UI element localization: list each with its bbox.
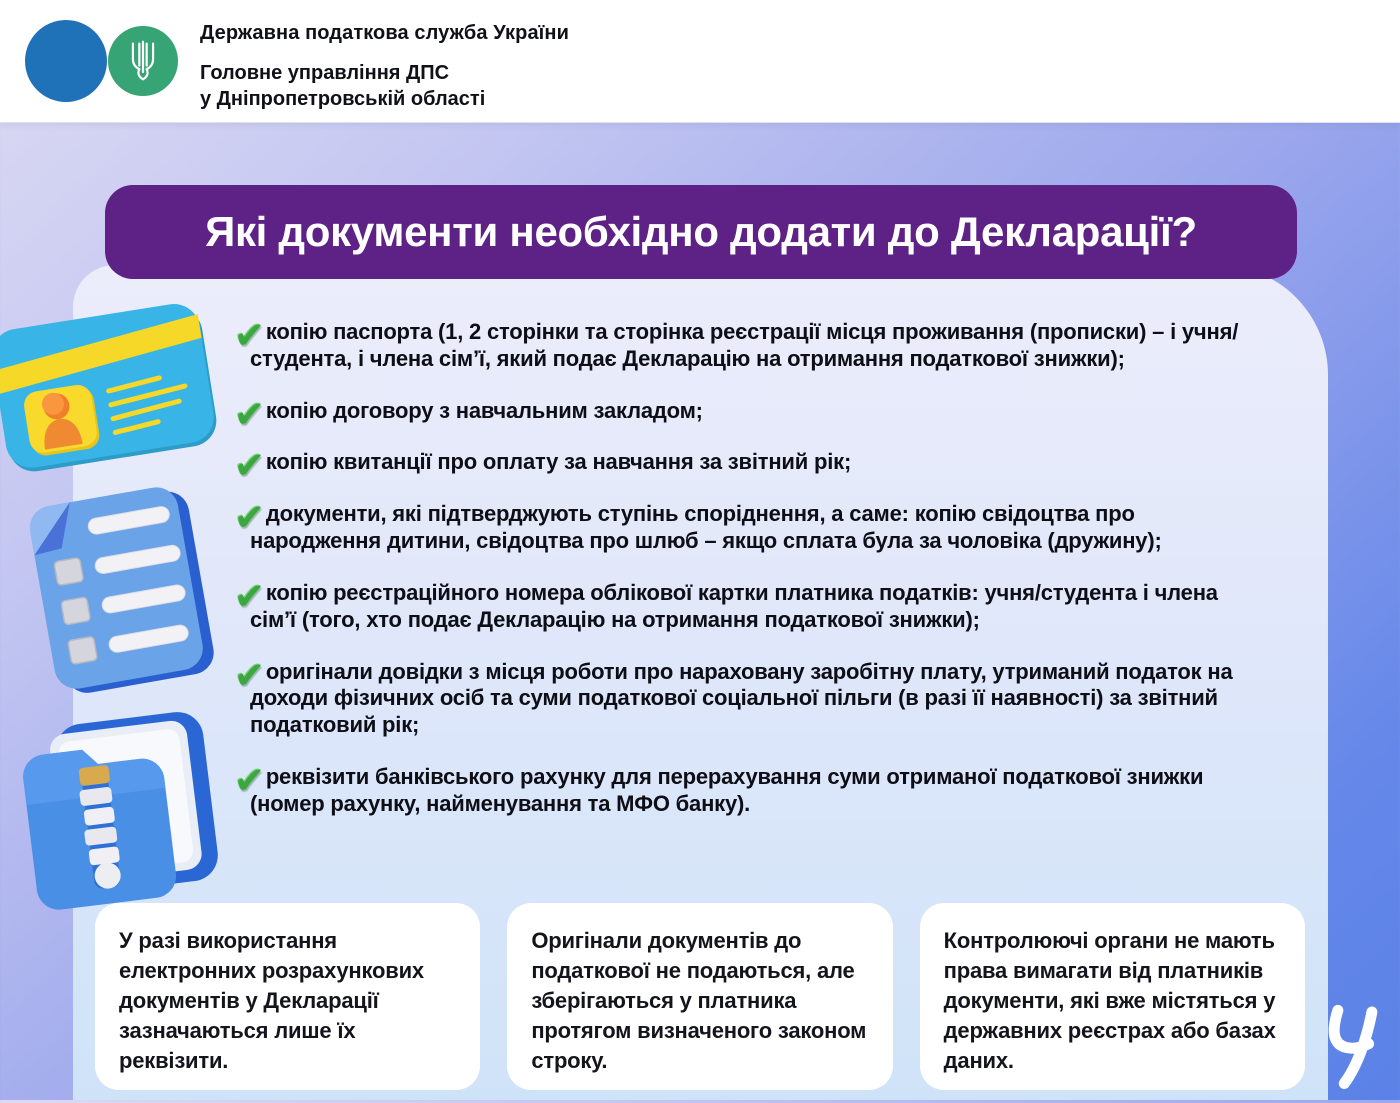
list-item: ✔документи, які підтверджують ступінь споріднення, а саме: копію свідоцтва про народження дитини, свідоцтва про шлюб – якщо сплата була за чоловіка (дружину);	[234, 497, 1162, 554]
list-item: ✔копію квитанції про оплату за навчання за звітний рік;	[234, 445, 852, 487]
page-title: Які документи необхідно додати до Декларації?	[205, 208, 1197, 255]
notes-row	[95, 903, 1305, 1090]
trident-icon	[124, 39, 162, 83]
list-item-text: копію квитанції про оплату за навчання за звітний рік;	[265, 449, 852, 475]
list-item-text: копію реєстраційного номера облікової картки платника податків: учня/студента і члена сім’ї (того, хто подає Декларацію на отримання податкової знижки);	[250, 579, 1218, 632]
title-banner	[105, 185, 1297, 279]
note-text: Контролюючі органи не мають права вимагати від платників документи, які вже містяться у державних реєстрах або базах даних.	[943, 928, 1276, 1073]
org-department: Головне управління ДПС у Дніпропетровській області	[200, 62, 486, 110]
list-item-text: оригінали довідки з місця роботи про нараховану заробітну плату, утриманий податок на доходи фізичних осіб та суми податкової соціальної пільги (в разі її наявності) за звітний податковий рік;	[250, 658, 1233, 738]
org-titles	[200, 22, 569, 112]
green-trident-logo	[108, 26, 178, 96]
list-item-text: копію договору з навчальним закладом;	[265, 397, 703, 423]
header-bar	[0, 0, 1400, 122]
org-name: Державна податкова служба України	[200, 22, 569, 44]
list-item: ✔копію реєстраційного номера облікової картки платника податків: учня/студента і члена сім’ї (того, хто подає Декларацію на отримання податкової знижки);	[234, 575, 1218, 632]
blue-circle-logo	[25, 20, 107, 102]
note-card-originals-kept	[507, 903, 892, 1090]
note-text: У разі використання електронних розрахункових документів у Декларації зазначаються лише їх реквізити.	[119, 928, 424, 1073]
list-item: ✔копію договору з навчальним закладом;	[234, 393, 703, 435]
note-text: Оригінали документів до податкової не подаються, але зберігаються у платника протягом визначеного законом строку.	[531, 928, 867, 1073]
list-item: ✔реквізити банківського рахунку для перерахування суми отриманої податкової знижки (номер рахунку, найменування та МФО банку).	[234, 760, 1204, 816]
list-item-text: копію паспорта (1, 2 сторінки та сторінка реєстрації місця проживання (прописки) – і учня/студента, і члена сім’ї, який подає Декларацію на отримання податкової знижки);	[250, 319, 1239, 371]
checklist-document-3d-icon	[4, 482, 229, 712]
page-number	[1316, 998, 1386, 1098]
list-item-text: реквізити банківського рахунку для перерахування суми отриманої податкової знижки (номер рахунку, найменування та МФО банку).	[250, 764, 1204, 816]
list-item-text: документи, які підтверджують ступінь споріднення, а саме: копію свідоцтва про народження дитини, свідоцтва про шлюб – якщо сплата була за чоловіка (дружину);	[250, 501, 1162, 554]
id-card-3d-icon	[0, 292, 227, 492]
zip-folder-3d-icon	[12, 702, 222, 927]
list-item: ✔копію паспорта (1, 2 сторінки та сторінка реєстрації місця проживання (прописки) – і учня/студента, і члена сім’ї, який подає Декларацію на отримання податкової знижки);	[234, 315, 1239, 371]
note-card-registry-data	[920, 903, 1305, 1090]
documents-checklist	[234, 315, 1240, 843]
note-card-electronic-documents	[95, 903, 480, 1090]
list-item: ✔оригінали довідки з місця роботи про нараховану заробітну плату, утриманий податок на доходи фізичних осіб та суми податкової соціальної пільги (в разі її наявності) за звітний податковий рік;	[234, 654, 1233, 738]
